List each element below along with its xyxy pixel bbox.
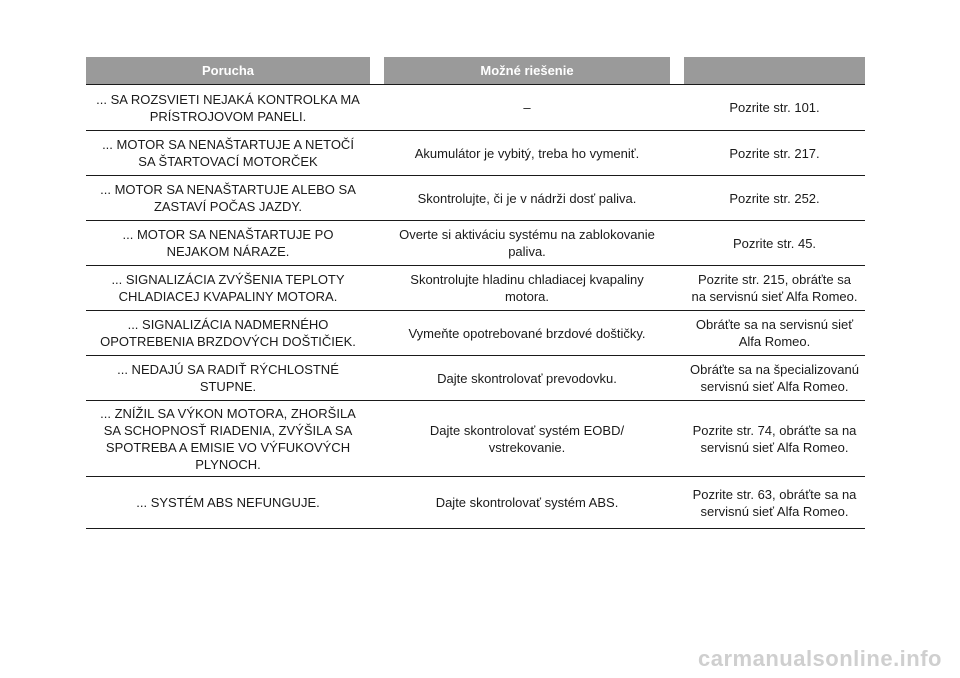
reference-cell: Pozrite str. 45. bbox=[732, 235, 817, 251]
troubleshooting-table bbox=[86, 84, 865, 529]
problem-cell: ... SIGNALIZÁCIA NADMERNÉHO OPOTREBENIA BRZDOVÝCH DOŠTIČIEK. bbox=[100, 317, 356, 349]
problem-cell: ... MOTOR SA NENAŠTARTUJE A NETOČÍ SA ŠTARTOVACÍ MOTORČEK bbox=[102, 137, 354, 169]
reference-cell: Pozrite str. 215, obráťte sa na servisnú sieť Alfa Romeo. bbox=[691, 272, 858, 304]
problem-cell: ... SYSTÉM ABS NEFUNGUJE. bbox=[136, 495, 320, 510]
solution-cell: Dajte skontrolovať prevodovku. bbox=[437, 370, 617, 386]
solution-cell: Skontrolujte, či je v nádrži dosť paliva. bbox=[417, 190, 637, 206]
problem-cell: ... NEDAJÚ SA RADIŤ RÝCHLOSTNÉ STUPNE. bbox=[117, 362, 339, 394]
table-row bbox=[86, 84, 865, 131]
reference-cell: Pozrite str. 217. bbox=[729, 145, 820, 161]
reference-cell: Pozrite str. 252. bbox=[729, 190, 820, 206]
problem-cell: ... ZNÍŽIL SA VÝKON MOTORA, ZHORŠILA SA SCHOPNOSŤ RIADENIA, ZVÝŠILA SA SPOTREBA A EMISIE VO VÝFUKOVÝCH PLYNOCH. bbox=[100, 405, 356, 472]
solution-cell: Skontrolujte hladinu chladiacej kvapaliny motora. bbox=[410, 272, 644, 304]
table-row bbox=[86, 176, 865, 221]
watermark: carmanualsonline.info bbox=[698, 646, 942, 671]
header-reference bbox=[684, 57, 865, 84]
reference-cell: Obráťte sa na špecializovanú servisnú sieť Alfa Romeo. bbox=[690, 362, 859, 394]
table-row bbox=[86, 221, 865, 266]
header-solution: Možné riešenie bbox=[384, 57, 670, 84]
reference-cell: Pozrite str. 101. bbox=[729, 100, 820, 115]
solution-cell: Vymeňte opotrebované brzdové doštičky. bbox=[408, 325, 646, 341]
solution-cell: Overte si aktiváciu systému na zablokovanie paliva. bbox=[399, 227, 655, 259]
reference-cell: Pozrite str. 63, obráťte sa na servisnú sieť Alfa Romeo. bbox=[692, 486, 857, 519]
table-row bbox=[86, 131, 865, 176]
table-row bbox=[86, 477, 865, 529]
problem-cell: ... SIGNALIZÁCIA ZVÝŠENIA TEPLOTY CHLADIACEJ KVAPALINY MOTORA. bbox=[111, 272, 345, 304]
table-row bbox=[86, 356, 865, 401]
solution-cell: – bbox=[523, 100, 531, 115]
solution-cell: Akumulátor je vybitý, treba ho vymeniť. bbox=[414, 145, 640, 161]
header-problem: Porucha bbox=[86, 57, 370, 84]
table-row bbox=[86, 401, 865, 477]
problem-cell: ... MOTOR SA NENAŠTARTUJE PO NEJAKOM NÁRAZE. bbox=[122, 227, 334, 259]
problem-cell: ... MOTOR SA NENAŠTARTUJE ALEBO SA ZASTAVÍ POČAS JAZDY. bbox=[100, 182, 356, 214]
solution-cell: Dajte skontrolovať systém ABS. bbox=[435, 495, 619, 510]
reference-cell: Obráťte sa na servisnú sieť Alfa Romeo. bbox=[695, 317, 854, 349]
reference-cell: Pozrite str. 74, obráťte sa na servisnú sieť Alfa Romeo. bbox=[692, 422, 857, 455]
solution-cell: Dajte skontrolovať systém EOBD/ vstrekovanie. bbox=[429, 422, 625, 455]
table-row bbox=[86, 311, 865, 356]
table-row bbox=[86, 266, 865, 311]
problem-cell: ... SA ROZSVIETI NEJAKÁ KONTROLKA MA PRÍSTROJOVOM PANELI. bbox=[96, 91, 360, 124]
